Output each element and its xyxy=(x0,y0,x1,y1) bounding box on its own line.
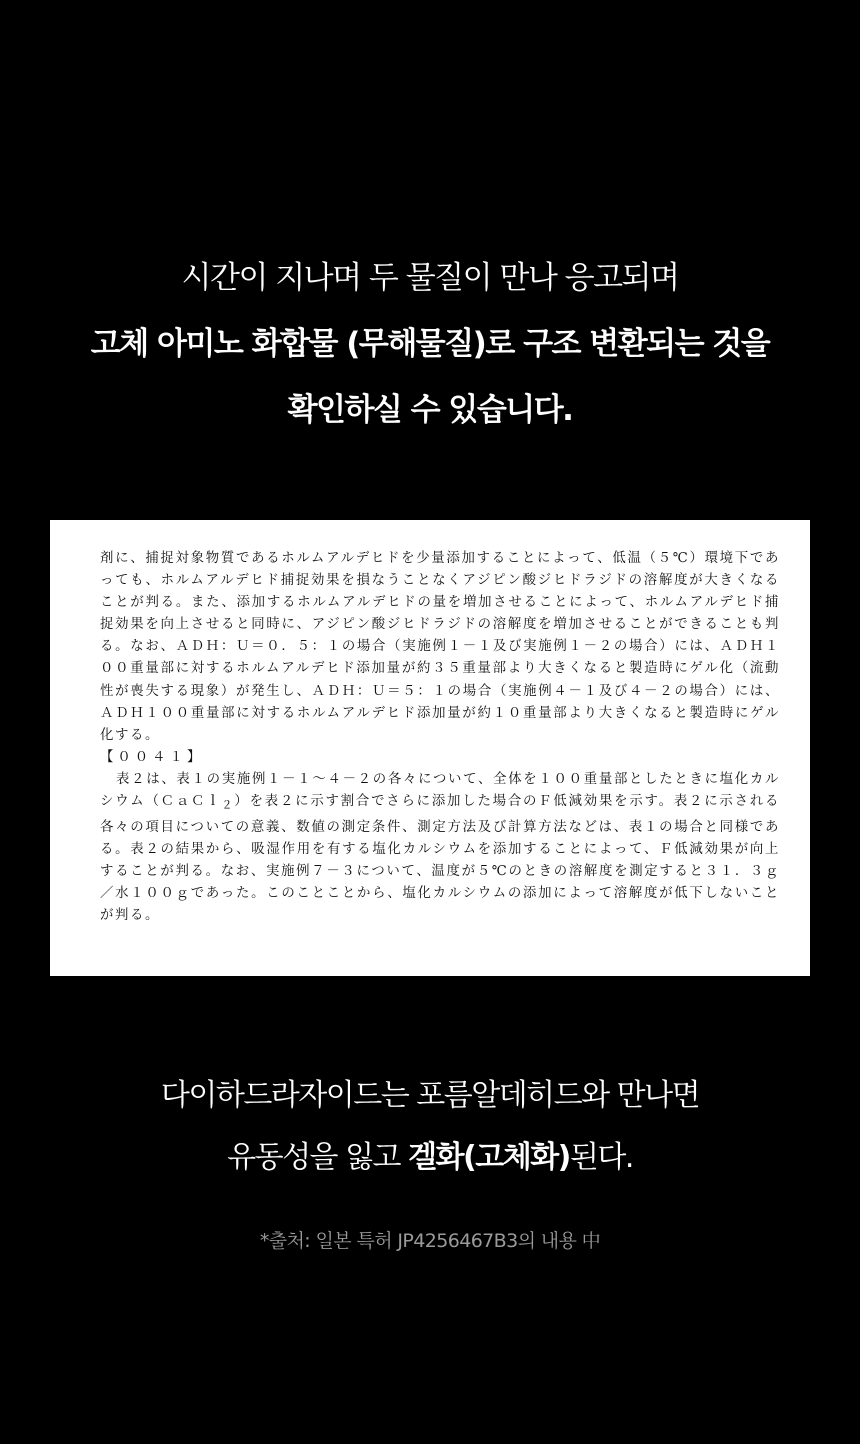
outro-text xyxy=(0,1068,860,1192)
patent-excerpt xyxy=(50,520,810,976)
outro-line-2-start: 유동성을 잃고 xyxy=(227,1140,409,1175)
patent-paragraph-2-part-2: ）を表２に示す割合でさらに添加した場合のＦ低減効果を示す。表２に示される各々の項目についての意義、数値の測定条件、測定方法及び計算方法などは、表１の場合と同様である。表２の結果から、吸湿作用を有する塩化カルシウムを添加することによって、Ｆ低減効果が向上することが判る。なお、実施例７－３について、温度が５℃のときの溶解度を測定すると３１．３ｇ／水１００ｇであった。このことことから、塩化カルシウムの添加によって溶解度が低下しないことが判る。 xyxy=(100,794,780,924)
outro-line-1: 다이하드라자이드는 포름알데히드와 만나면 xyxy=(160,1078,700,1113)
intro-line-2: 고체 아미노 화합물 (무해물질)로 구조 변환되는 것을 xyxy=(90,326,770,362)
patent-paragraph-number: 【００４１】 xyxy=(100,749,205,765)
patent-paragraph-2-part-1: 表２は、表１の実施例１－１～４－２の各々について、全体を１００重量部としたときに塩化カルシウム（ＣａＣｌ xyxy=(100,771,780,810)
intro-line-1: 시간이 지나며 두 물질이 만나 응고되며 xyxy=(181,260,679,296)
outro-line-2-end: 된다. xyxy=(569,1140,633,1175)
source-note: *출처: 일본 특허 JP4256467B3의 내용 中 xyxy=(259,1230,601,1252)
intro-text xyxy=(0,250,860,448)
outro-line-2 xyxy=(0,1130,860,1192)
patent-subscript: ２ xyxy=(221,798,235,812)
patent-paragraph-2 xyxy=(100,769,780,927)
outro-highlight: 겔화(고체화) xyxy=(408,1140,570,1175)
intro-line-3: 확인하실 수 있습니다. xyxy=(287,392,573,428)
patent-paragraph-1: 剤に、捕捉対象物質であるホルムアルデヒドを少量添加することによって、低温（５℃）環境下であっても、ホルムアルデヒド捕捉効果を損なうことなくアジピン酸ジヒドラジドの溶解度が大きくなることが判る。また、添加するホルムアルデヒドの量を増加させることによって、ホルムアルデヒド捕捉効果を向上させると同時に、アジピン酸ジヒドラジドの溶解度を増加させることができることも判る。なお、ＡＤＨ：Ｕ＝０．５：１の場合（実施例１－１及び実施例１－２の場合）には、ＡＤＨ１００重量部に対するホルムアルデヒド添加量が約３５重量部より大きくなると製造時にゲル化（流動性が喪失する現象）が発生し、ＡＤＨ：Ｕ＝５：１の場合（実施例４－１及び４－２の場合）には、ＡＤＨ１００重量部に対するホルムアルデヒド添加量が約１０重量部より大きくなると製造時にゲル化する。 xyxy=(100,551,780,743)
